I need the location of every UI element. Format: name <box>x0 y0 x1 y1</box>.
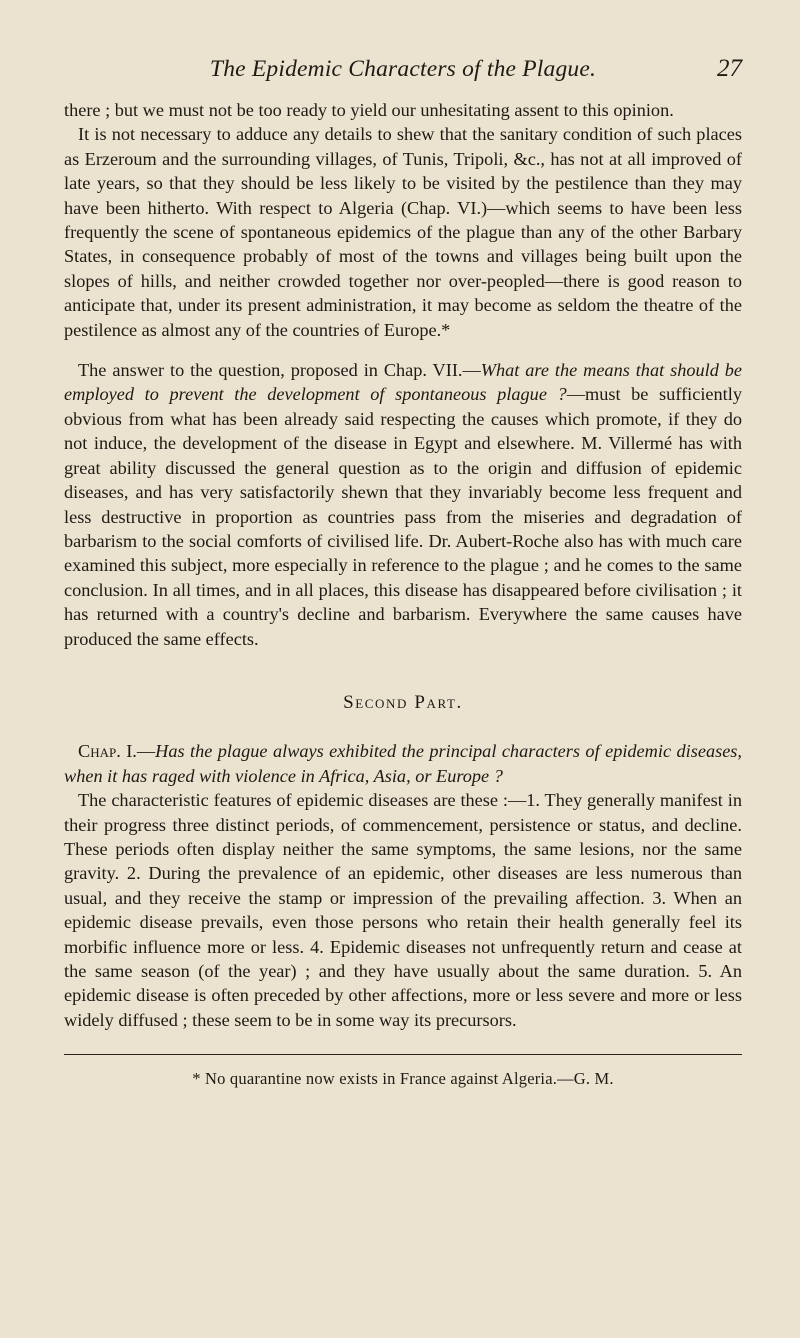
paragraph-opening: there ; but we must not be too ready to yield our unhesitating assent to this opinion. <box>64 100 674 120</box>
footnote: * No quarantine now exists in France against Algeria.—G. M. <box>192 1069 614 1089</box>
paragraph-answer-rest: —must be sufficiently obvious from what has been already said respecting the causes which promote, if they do not induce, the development of the disease in Egypt and elsewhere. M. Villermé has with great ability discussed the general question as to the origin and diffusion of epidemic diseases, and has very satisfactorily shewn that they invariably become less frequent and less destructive in proportion as countries pass from the miseries and degradation of barbarism to the social comforts of civilised life. Dr. Aubert-Roche also has with much care examined this subject, more especially in reference to the plague ; and he comes to the same conclusion. In all times, and in all places, this disease has disappeared before civilisation ; it has returned with a country's decline and barbarism. Everywhere the same causes have produced the same effects. <box>64 384 742 649</box>
paragraph-characteristics: The characteristic features of epidemic diseases are these :—1. They generally manifest in their progress three distinct periods, of commencement, persistence or status, and decline. These periods often display neither the same symptoms, the same lesions, nor the same gravity. 2. During the prevalence of an epidemic, other diseases are less numerous than usual, and they receive the stamp or impression of the prevailing affection. 3. When an epidemic disease prevails, even those persons who retain their health generally feel its morbific influence more or less. 4. Epidemic diseases not unfrequently return and cease at the same season (of the year) ; and they have usually about the same duration. 5. An epidemic disease is often preceded by other affections, more or less severe and more or less widely diffused ; these seem to be in some way its precursors. <box>64 790 742 1030</box>
page-body <box>64 98 742 1032</box>
paragraph-answer <box>64 358 742 651</box>
page-number: 27 <box>717 55 742 82</box>
running-title: The Epidemic Characters of the Plague. <box>209 56 597 82</box>
chapter-dash: — <box>136 741 156 762</box>
footnote-rule <box>64 1054 742 1055</box>
paragraph-sanitary: It is not necessary to adduce any details to shew that the sanitary condition of such places as Erzeroum and the surrounding villages, of Tunis, Tripoli, &c., has not at all improved of late years, so that they should be less likely to be visited by the pestilence than they may have been hitherto. With respect to Algeria (Chap. VI.)—which seems to have been less frequently the scene of spontaneous epidemics of the plague than any of the other Barbary States, in consequence probably of most of the towns and villages being built upon the slopes of hills, and neither crowded together nor over-peopled—there is good reason to anticipate that, under its present administration, it may become as seldom the theatre of the pestilence as almost any of the countries of Europe.* <box>64 124 742 340</box>
section-heading: Second Part. <box>343 691 463 713</box>
paragraph-answer-lead: The answer to the question, proposed in Chap. VII.— <box>78 360 481 381</box>
paragraph-answer-question: What are the means that should be employed to prevent the development of spontaneous plague ? <box>64 360 742 405</box>
chapter-label: Chap. I. <box>78 741 137 762</box>
page-header <box>64 52 742 86</box>
chapter-heading <box>64 739 742 788</box>
chapter-title: Has the plague always exhibited the principal characters of epidemic diseases, when it has raged with violence in Africa, Asia, or Europe ? <box>64 741 742 786</box>
